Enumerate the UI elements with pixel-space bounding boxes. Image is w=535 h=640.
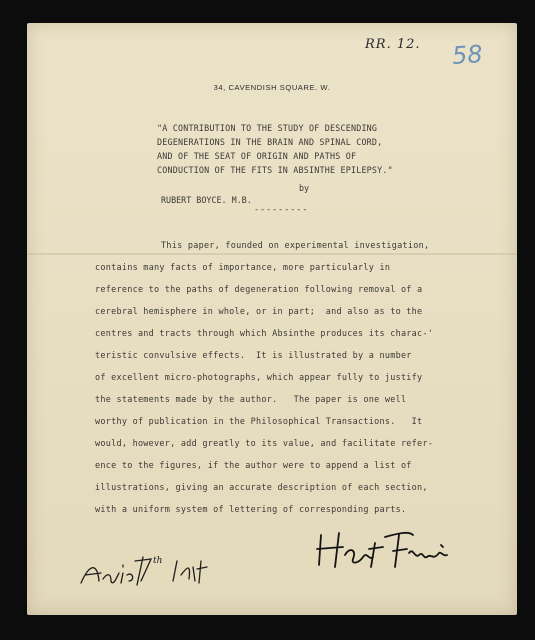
letterhead-address: 34, CAVENDISH SQUARE. W. xyxy=(213,83,331,92)
title-line: CONDUCTION OF THE FITS IN ABSINTHE EPILEPSY." xyxy=(157,165,393,175)
date-superscript: th xyxy=(153,556,163,566)
signature-mark xyxy=(313,523,463,573)
title-line: AND OF THE SEAT OF ORIGIN AND PATHS OF xyxy=(157,151,357,161)
body-line: with a uniform system of lettering of corresponding parts. xyxy=(95,505,407,515)
author-name: RUBERT BOYCE. M.B. xyxy=(161,195,252,205)
pencil-reference: RR. 12. xyxy=(365,37,421,52)
by-label: by xyxy=(299,183,310,193)
body-line: of excellent micro-photographs, which appear fully to justify xyxy=(95,373,423,383)
body-line: cerebral hemisphere in whole, or in part; and also as to the xyxy=(95,307,423,317)
body-line: ence to the figures, if the author were to append a list of xyxy=(95,461,412,471)
paper-fold-line xyxy=(27,253,517,255)
body-line: centres and tracts through which Absinthe produces its charac-' xyxy=(95,329,434,339)
handwritten-date xyxy=(77,543,237,593)
body-line: teristic convulsive effects. It is illustrated by a number xyxy=(95,351,412,361)
title-line: DEGENERATIONS IN THE BRAIN AND SPINAL CORD, xyxy=(157,137,383,147)
body-line: worthy of publication in the Philosophical Transactions. It xyxy=(95,417,423,427)
body-line: would, however, add greatly to its value, and facilitate refer- xyxy=(95,439,434,449)
body-line: the statements made by the author. The paper is one well xyxy=(95,395,407,405)
body-line: This paper, founded on experimental investigation, xyxy=(161,241,430,251)
document-page xyxy=(27,23,517,615)
body-line: reference to the paths of degeneration following removal of a xyxy=(95,285,423,295)
body-line: illustrations, giving an accurate description of each section, xyxy=(95,483,428,493)
author-underline: --------- xyxy=(254,204,309,214)
folio-number: 58 xyxy=(451,39,484,71)
title-line: "A CONTRIBUTION TO THE STUDY OF DESCENDING xyxy=(157,123,378,133)
body-line: contains many facts of importance, more particularly in xyxy=(95,263,391,273)
